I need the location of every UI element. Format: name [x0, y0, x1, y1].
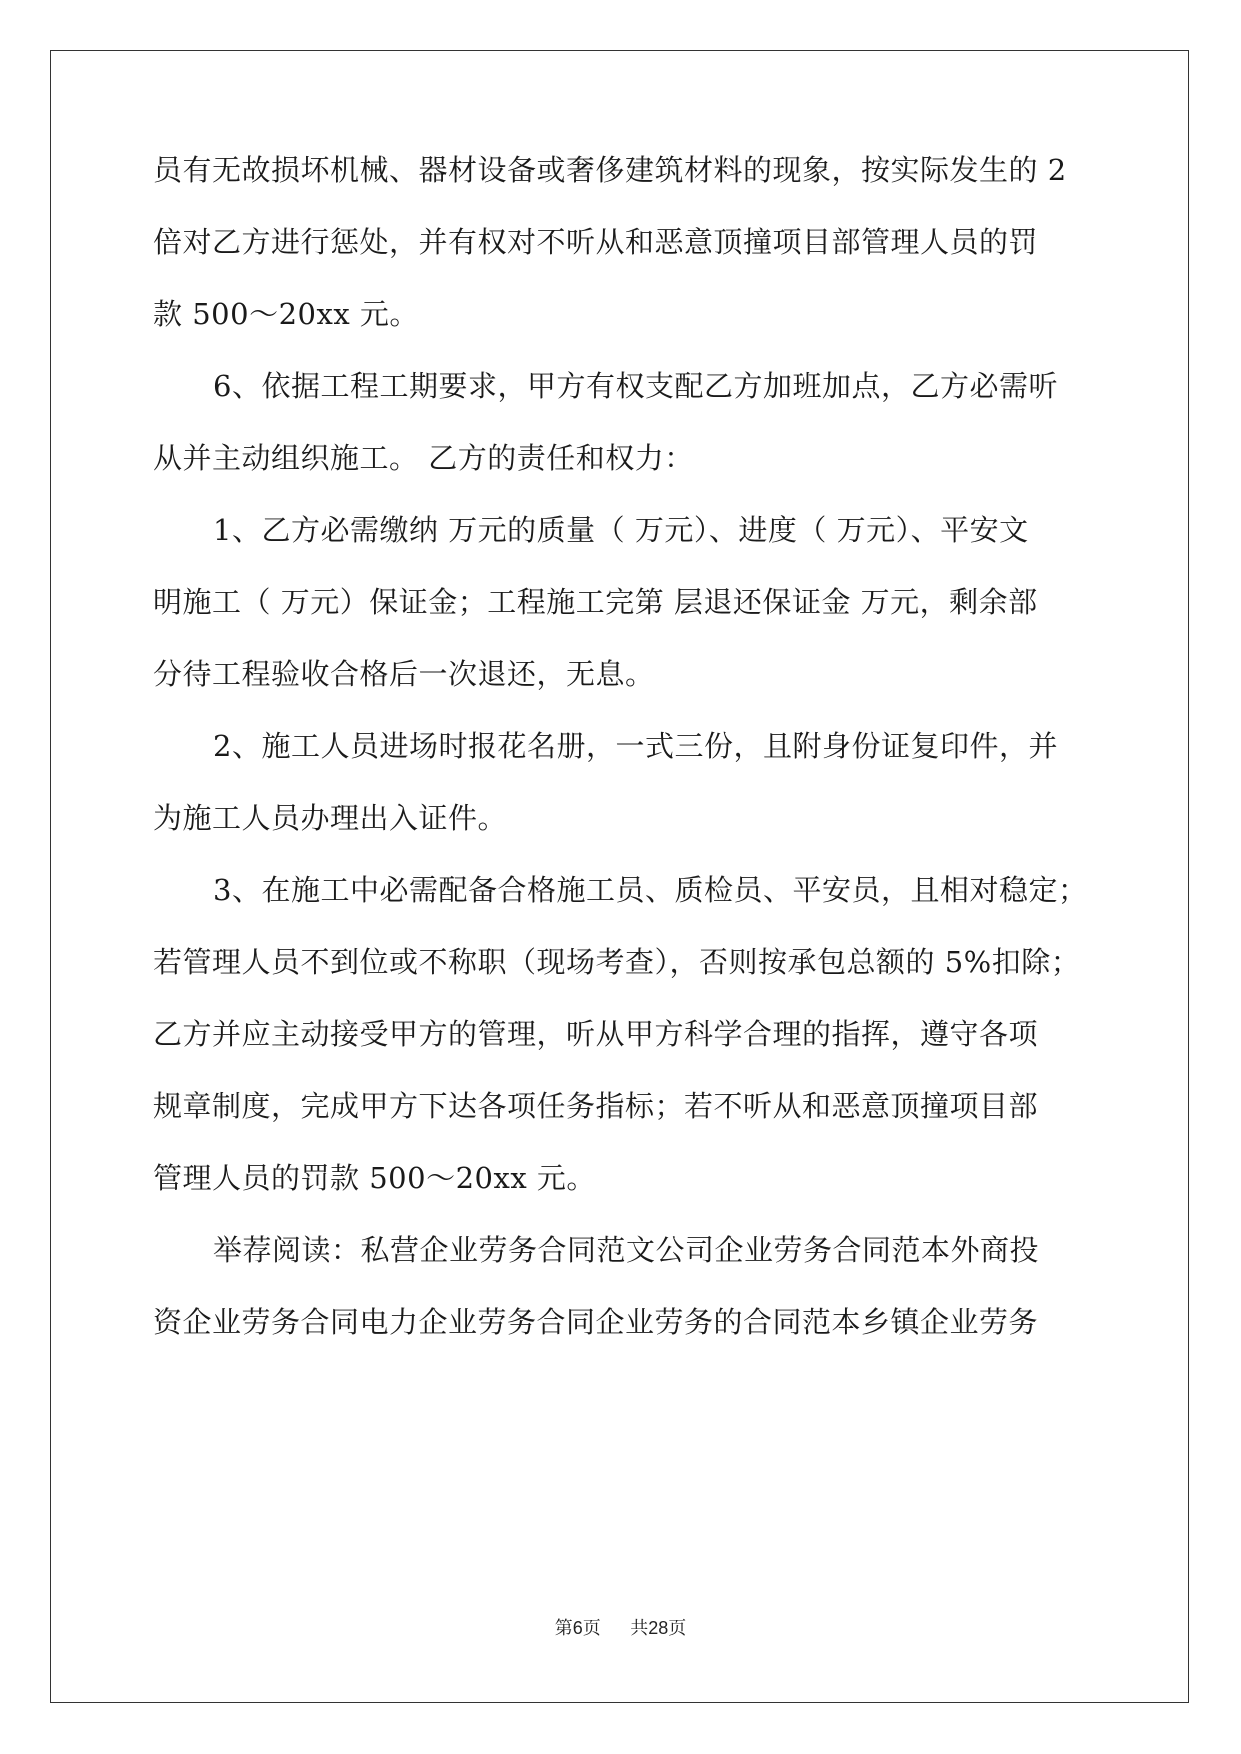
text-line: 管理人员的罚款 500～20xx 元。: [153, 1161, 596, 1195]
text-line: 员有无故损坏机械、器材设备或奢侈建筑材料的现象，按实际发生的 2: [153, 153, 1067, 187]
paragraph-start-line: 3、在施工中必需配备合格施工员、质检员、平安员，且相对稳定；: [213, 873, 1088, 907]
text-line: 资企业劳务合同电力企业劳务合同企业劳务的合同范本乡镇企业劳务: [153, 1305, 1039, 1339]
text-line: 从并主动组织施工。 乙方的责任和权力：: [153, 441, 694, 475]
page-suffix: 页: [582, 1618, 601, 1639]
paragraph-start-line: 2、施工人员进场时报花名册，一式三份，且附身份证复印件，并: [213, 729, 1058, 763]
text-line: 明施工（ 万元）保证金；工程施工完第 层退还保证金 万元，剩余部: [153, 585, 1038, 619]
page-prefix: 第: [554, 1618, 573, 1639]
text-line: 若管理人员不到位或不称职（现场考查），否则按承包总额的 5%扣除；: [153, 945, 1081, 979]
text-line: 为施工人员办理出入证件。: [153, 801, 508, 835]
text-line: 倍对乙方进行惩处，并有权对不听从和恶意顶撞项目部管理人员的罚: [153, 225, 1039, 259]
text-line: 乙方并应主动接受甲方的管理，听从甲方科学合理的指挥，遵守各项: [153, 1017, 1039, 1051]
paragraph-start-line: 1、乙方必需缴纳 万元的质量（ 万元）、进度（ 万元）、平安文: [213, 513, 1029, 547]
total-prefix: 共: [630, 1618, 649, 1639]
total-suffix: 页: [668, 1618, 687, 1639]
total-pages: 28: [648, 1618, 669, 1638]
page-footer: [0, 1617, 1241, 1640]
paragraph-start-line: 6、依据工程工期要求，甲方有权支配乙方加班加点，乙方必需听: [213, 369, 1058, 403]
page-number: 6: [572, 1618, 583, 1638]
text-line: 款 500～20xx 元。: [153, 297, 419, 331]
paragraph-start-line: 举荐阅读：私营企业劳务合同范文公司企业劳务合同范本外商投: [213, 1233, 1040, 1267]
text-line: 分待工程验收合格后一次退还，无息。: [153, 657, 655, 691]
text-line: 规章制度，完成甲方下达各项任务指标；若不听从和恶意顶撞项目部: [153, 1089, 1039, 1123]
